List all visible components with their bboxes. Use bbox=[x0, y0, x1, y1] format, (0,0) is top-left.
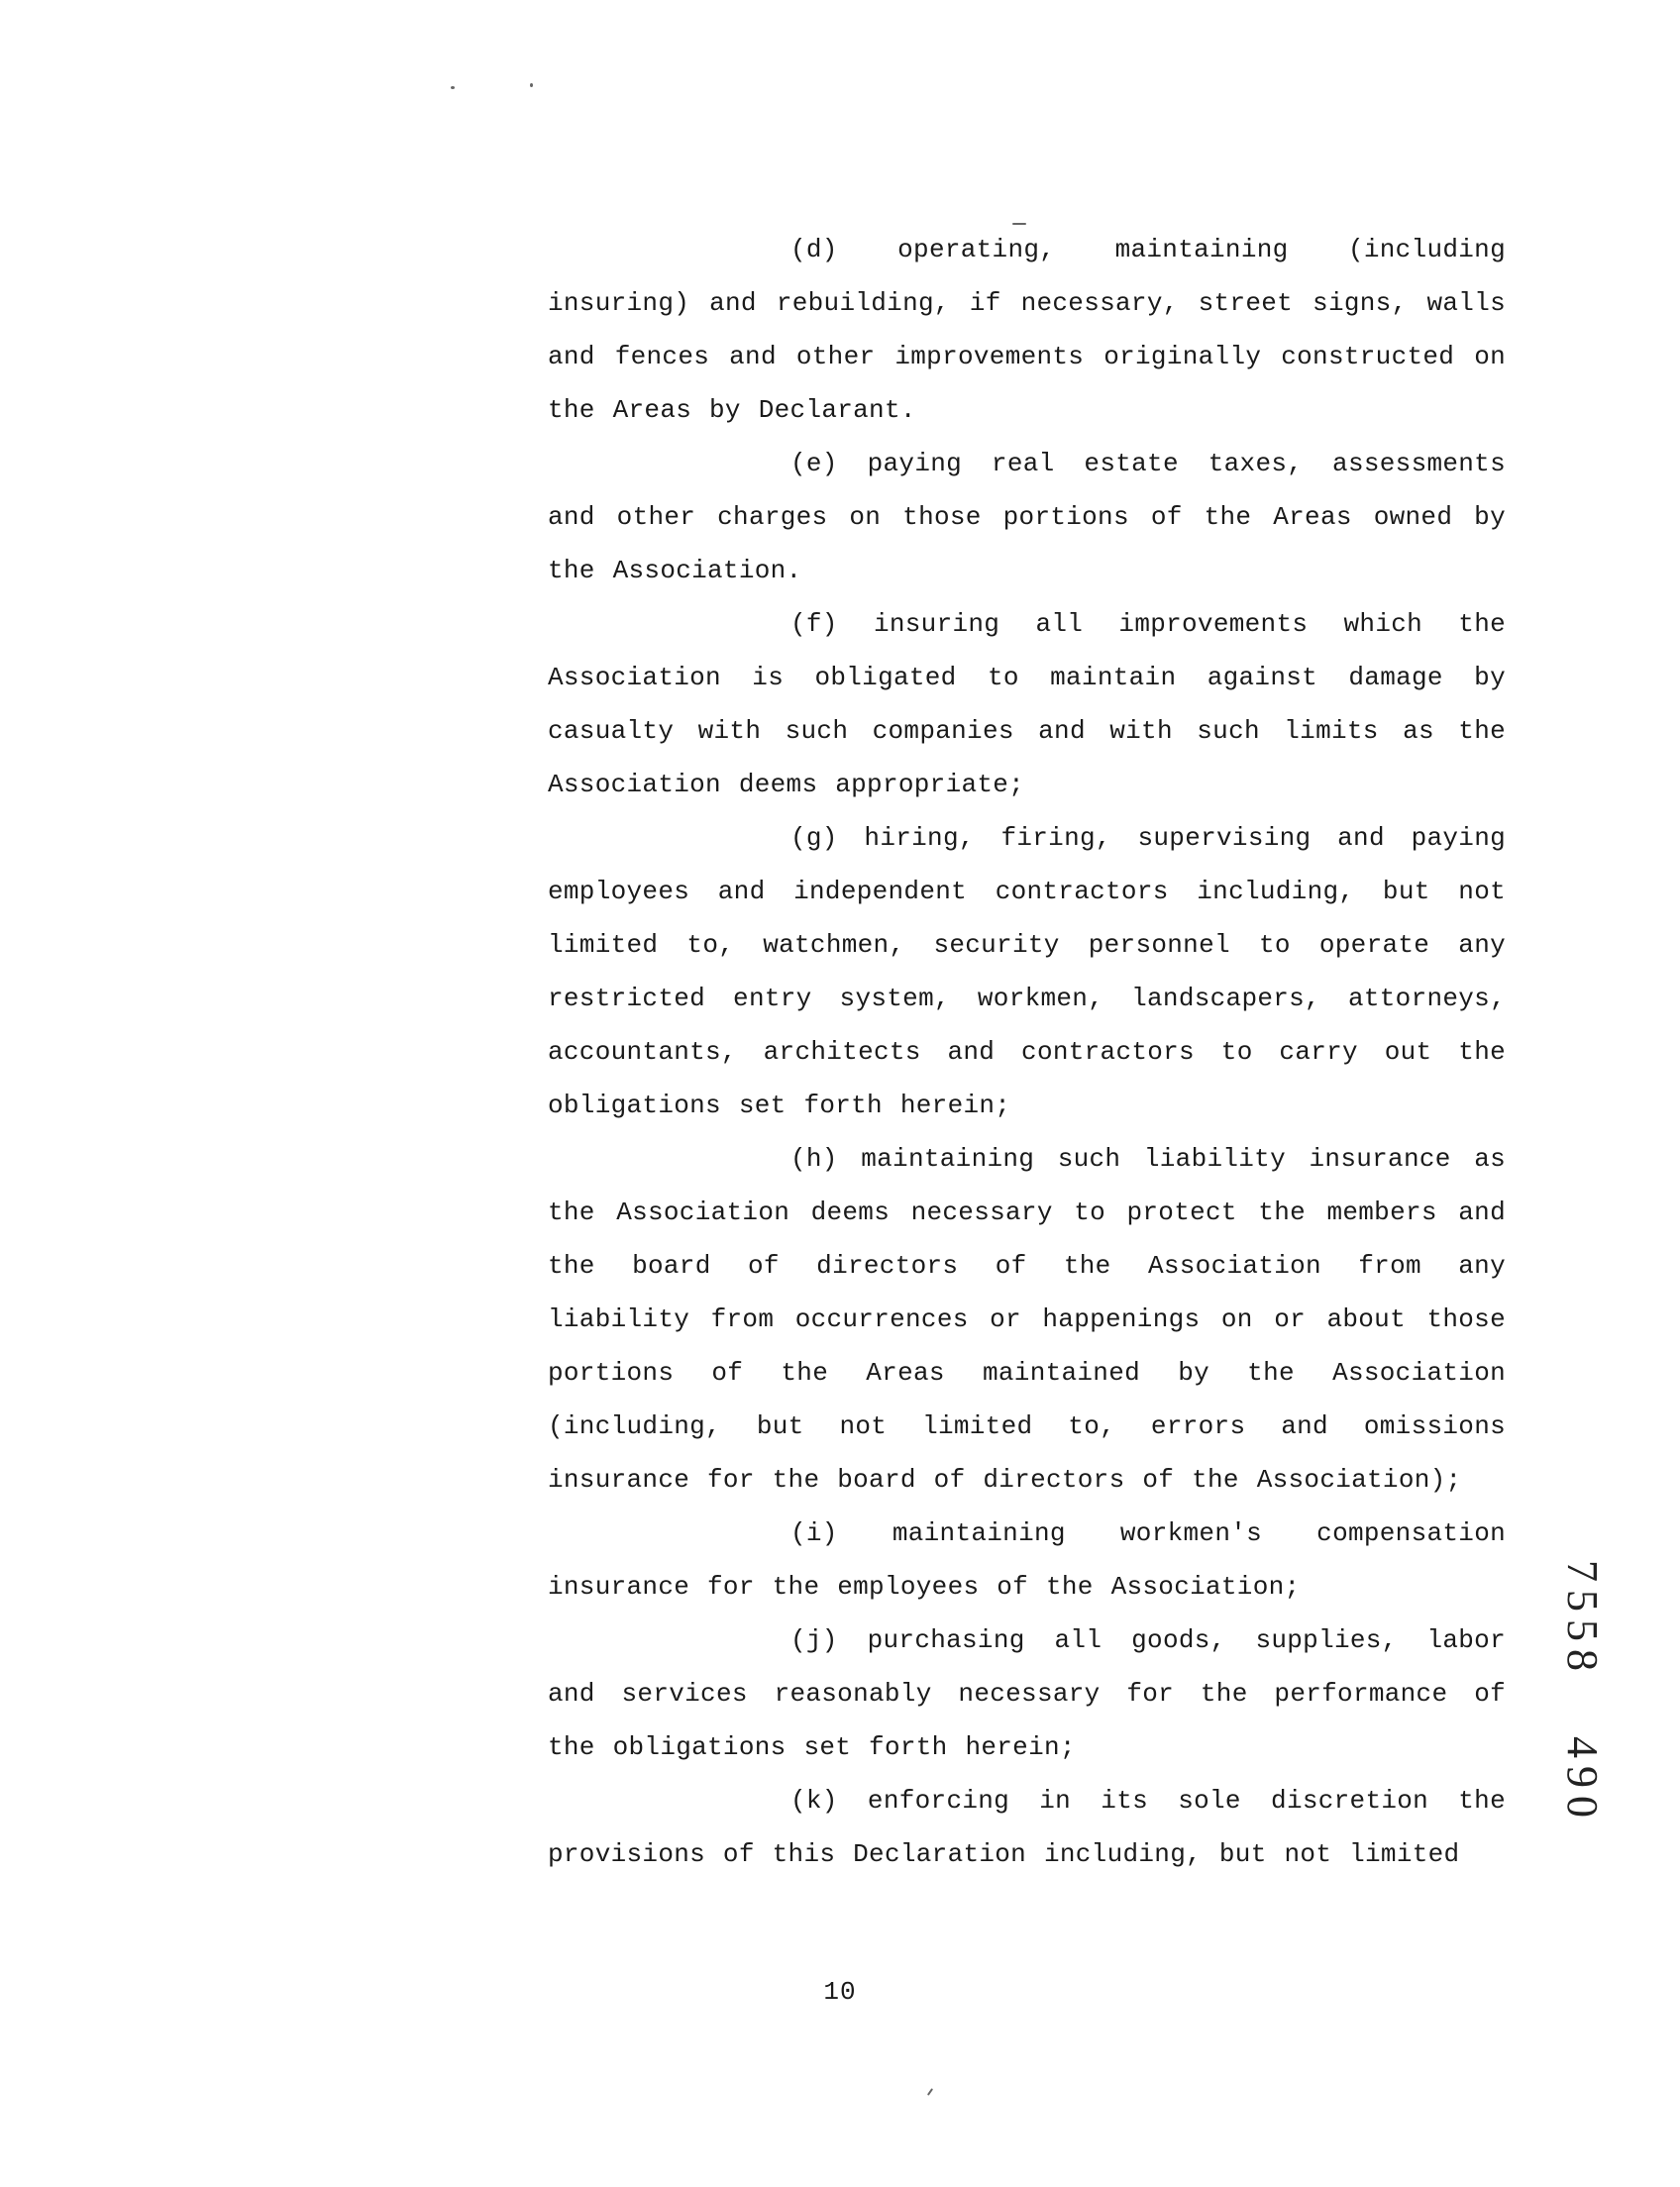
paragraph-j: (j) purchasing all goods, supplies, labor and services reasonably necessary for the performance of the obligations set forth herein; bbox=[548, 1625, 1506, 1762]
paragraph-f: (f) insuring all improvements which the Association is obligated to maintain against damage by casualty with such companies and with such limits as the Association deems appropriate; bbox=[548, 609, 1506, 799]
paragraph-i: (i) maintaining workmen's compensation insurance for the employees of the Association; bbox=[548, 1518, 1506, 1602]
page-number: 10 bbox=[823, 1977, 857, 2007]
scan-speck bbox=[1012, 223, 1026, 225]
body-text bbox=[548, 223, 1506, 1881]
paragraph-k: (k) enforcing in its sole discretion the provisions of this Declaration including, but not limited bbox=[548, 1786, 1506, 1869]
paragraph-g: (g) hiring, firing, supervising and paying employees and independent contractors including, but not limited to, watchmen, security personnel to operate any restricted entry system, workmen, landscapers, attorneys, accountants, architects and contractors to carry out the obligations set forth herein; bbox=[548, 823, 1506, 1120]
stamp-page-number: 490 bbox=[1558, 1736, 1607, 1825]
scan-speck bbox=[451, 86, 455, 89]
stamp-book-number: 7558 bbox=[1558, 1560, 1607, 1679]
paragraph-h: (h) maintaining such liability insurance as the Association deems necessary to protect the members and the board of directors of the Association from any liability from occurrences or happenings on or about those portions of the Areas maintained by the Association (including, but not limited to, errors and omissions insurance for the board of directors of the Association); bbox=[548, 1144, 1506, 1495]
paragraph-e: (e) paying real estate taxes, assessments and other charges on those portions of the Areas owned by the Association. bbox=[548, 449, 1506, 585]
scan-speck bbox=[530, 83, 533, 87]
paragraph-d: (d) operating, maintaining (including insuring) and rebuilding, if necessary, street signs, walls and fences and other improvements originally constructed on the Areas by Declarant. bbox=[548, 235, 1506, 425]
scan-speck bbox=[927, 2088, 933, 2096]
recording-stamp bbox=[1530, 1560, 1610, 1827]
